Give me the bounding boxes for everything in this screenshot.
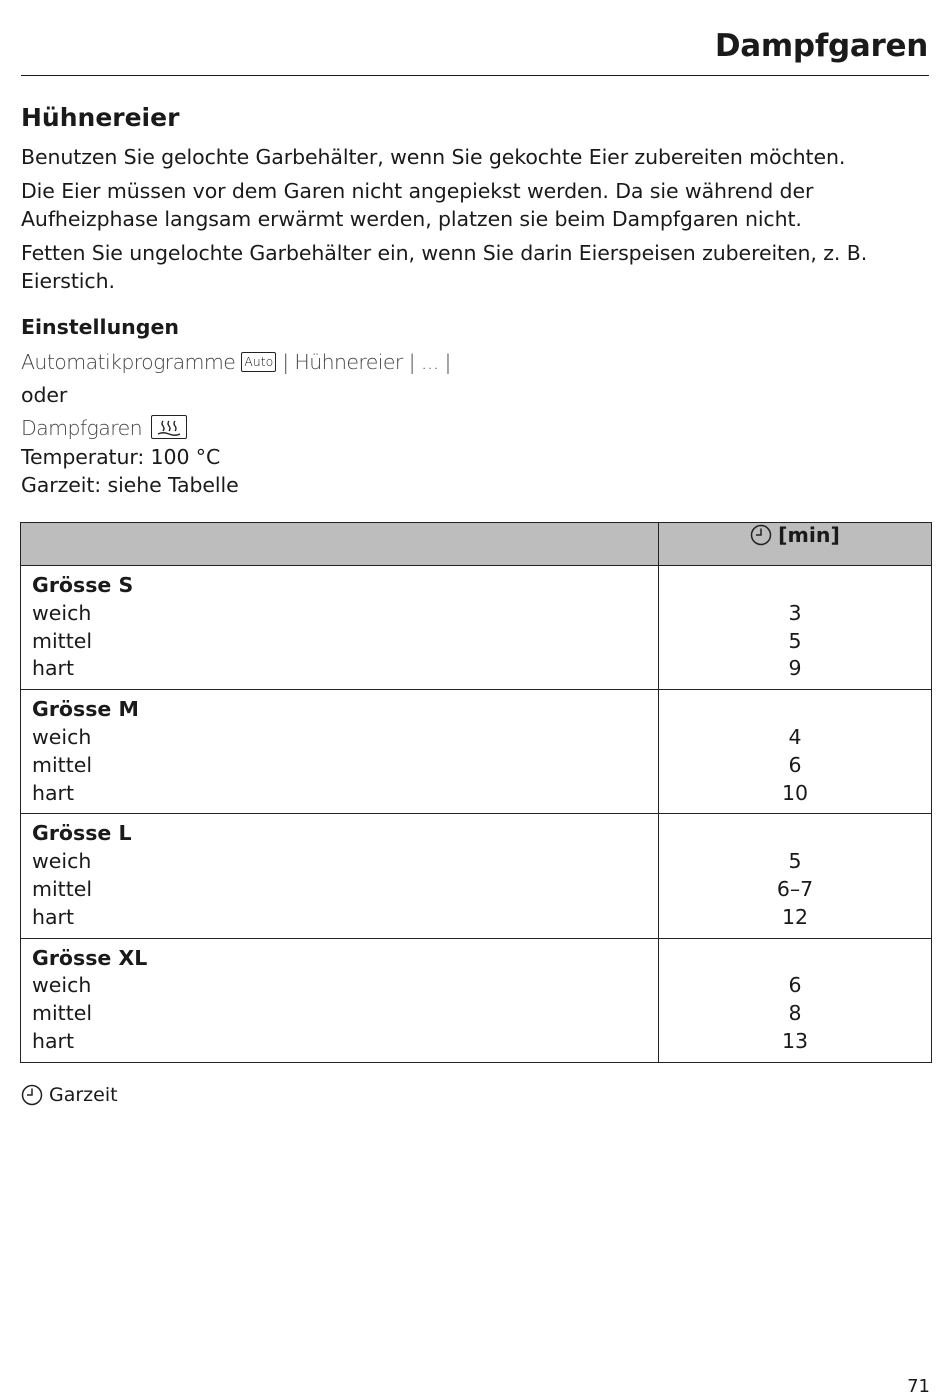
temperature-text: Temperatur: 100 °C xyxy=(21,445,221,469)
auto-icon: Auto xyxy=(241,352,276,372)
size-title: Grösse L xyxy=(32,821,132,846)
main-content xyxy=(21,100,931,499)
doneness-label: mittel xyxy=(32,876,93,901)
table-row xyxy=(21,814,932,938)
footnote-label: Garzeit xyxy=(49,1084,118,1106)
time-value: 5 xyxy=(788,628,802,653)
doneness-label: mittel xyxy=(32,752,93,777)
doneness-label: weich xyxy=(32,724,92,749)
size-title: Grösse M xyxy=(32,697,139,722)
program-path-rest: | Hühnereier | ... | xyxy=(282,350,451,374)
settings-heading: Einstellungen xyxy=(21,315,179,339)
table-header-empty xyxy=(21,523,659,566)
section-title: Hühnereier xyxy=(21,103,180,132)
table-footnote xyxy=(21,1084,118,1106)
size-title: Grösse XL xyxy=(32,945,148,970)
doneness-label: weich xyxy=(32,600,92,625)
table-header-time xyxy=(659,523,932,566)
steam-mode-line xyxy=(21,413,931,443)
time-value: 13 xyxy=(781,1028,809,1053)
doneness-label: hart xyxy=(32,1028,75,1053)
time-value: 6–7 xyxy=(776,876,814,901)
paragraph: Die Eier müssen vor dem Garen nicht angepiekst werden. Da sie während der Aufheizphase langsam erwärmt werden, platzen sie beim Dampfgaren nicht. xyxy=(21,179,814,231)
clock-icon xyxy=(750,524,772,546)
clock-icon xyxy=(21,1084,43,1106)
time-value: 12 xyxy=(781,904,809,929)
page-header-title: Dampfgaren xyxy=(714,28,928,64)
steam-icon xyxy=(151,415,187,439)
cooking-time-table xyxy=(20,522,932,1063)
time-value: 10 xyxy=(781,780,809,805)
doneness-label: weich xyxy=(32,849,92,874)
steam-mode-label: Dampfgaren xyxy=(21,416,142,440)
time-value: 9 xyxy=(788,656,802,681)
time-value: 8 xyxy=(788,1001,802,1026)
page-number: 71 xyxy=(907,1376,930,1397)
table-header-time-label: [min] xyxy=(778,523,840,547)
doneness-label: mittel xyxy=(32,1001,93,1026)
paragraph: Fetten Sie ungelochte Garbehälter ein, wenn Sie darin Eierspeisen zubereiten, z. B. Eierstich. xyxy=(21,241,868,293)
paragraph: Benutzen Sie gelochte Garbehälter, wenn Sie gekochte Eier zubereiten möchten. xyxy=(21,145,846,169)
table-row xyxy=(21,566,932,690)
header-divider xyxy=(21,75,929,76)
settings-path xyxy=(21,347,931,377)
cooking-time-text: Garzeit: siehe Tabelle xyxy=(21,473,239,497)
time-value: 6 xyxy=(788,752,802,777)
doneness-label: weich xyxy=(32,973,92,998)
size-title: Grösse S xyxy=(32,573,134,597)
time-value: 4 xyxy=(788,724,802,749)
doneness-label: mittel xyxy=(32,628,93,653)
time-value: 3 xyxy=(788,600,802,625)
doneness-label: hart xyxy=(32,780,75,805)
or-text: oder xyxy=(21,383,68,407)
table-row xyxy=(21,938,932,1062)
table-row xyxy=(21,690,932,814)
doneness-label: hart xyxy=(32,904,75,929)
doneness-label: hart xyxy=(32,656,75,681)
program-menu-label: Automatikprogramme xyxy=(21,350,236,374)
time-value: 5 xyxy=(788,849,802,874)
time-value: 6 xyxy=(788,973,802,998)
